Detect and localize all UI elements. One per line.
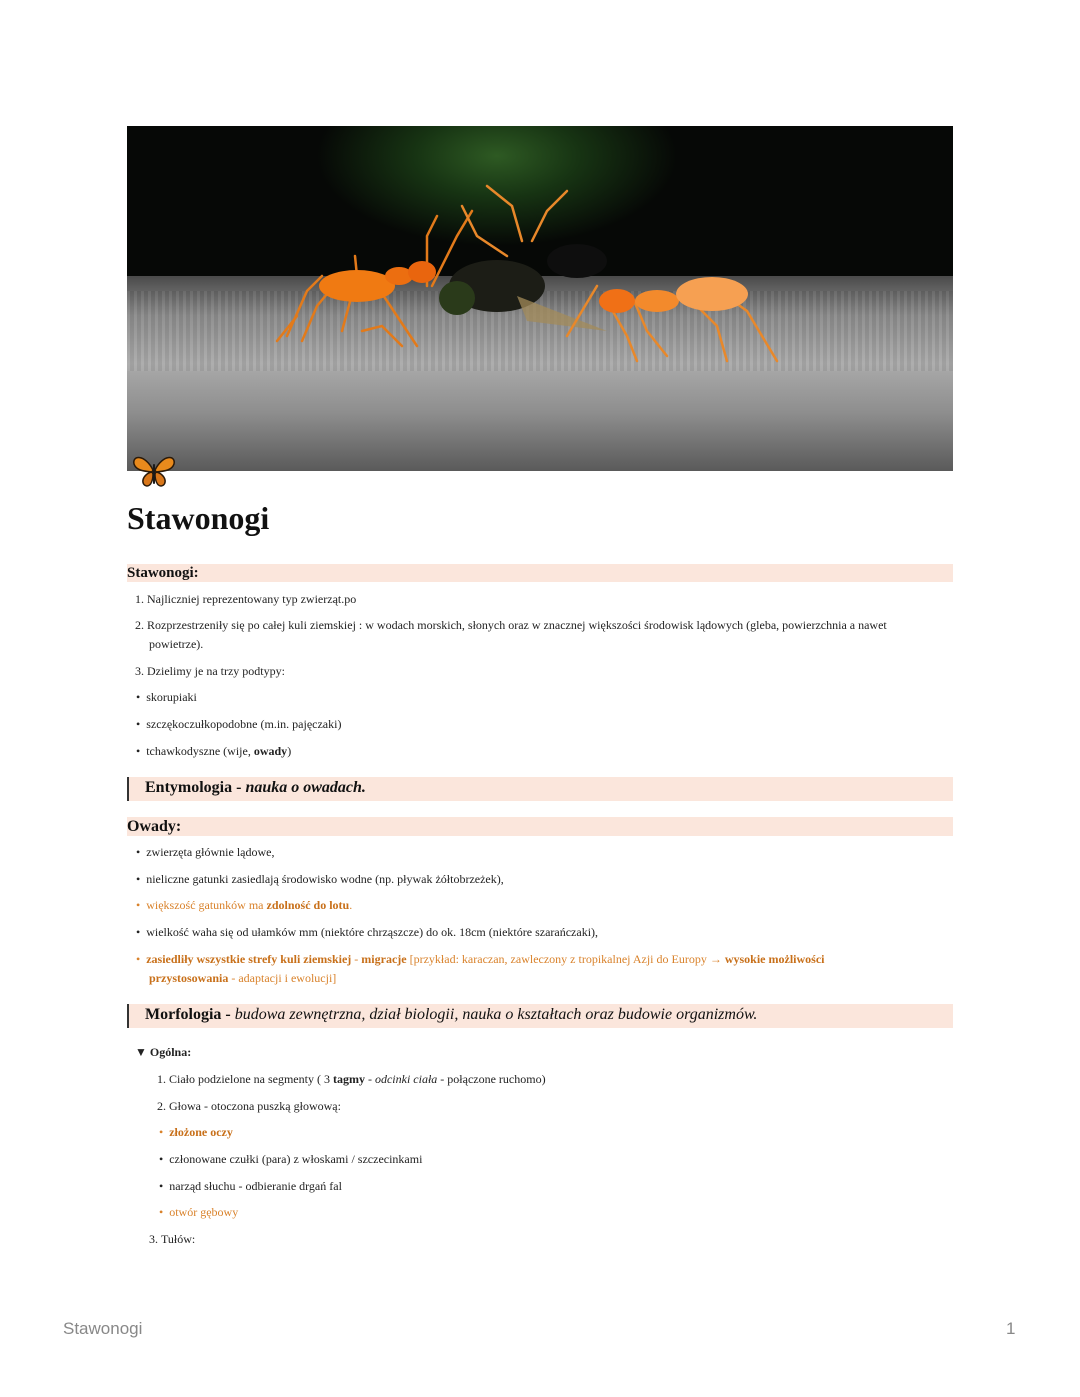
ant-abdomen (319, 270, 395, 302)
toggle-ogolna[interactable]: ▼ Ogólna: (135, 1045, 192, 1059)
list-item: 1. Ciało podzielone na segmenty ( 3 tagmy - odcinki ciała - połączone ruchomo) (157, 1072, 546, 1086)
ant-abdomen-right (676, 277, 748, 311)
footer-title: Stawonogi (63, 1319, 143, 1338)
bullet-item-highlight: • większość gatunków ma zdolność do lotu. (136, 898, 353, 912)
ants-illustration (127, 126, 953, 471)
bullet-item: • tchawkodyszne (wije, owady) (136, 744, 292, 758)
bullet-item: • wielkość waha się od ułamków mm (niektóre chrząszcze) do ok. 18cm (niektóre szarańczaki), (136, 925, 599, 939)
bullet-item-highlight: • zasiedliły wszystkie strefy kuli ziemskiej - migracje [przykład: karaczan, zawleczony z tropikalnej Azji do Europy → wysokie możliwości (136, 952, 825, 966)
callout-entymologia: Entymologia - nauka o owadach. (127, 777, 953, 801)
bullet-item: • członowane czułki (para) z włoskami / szczecinkami (159, 1152, 423, 1166)
bullet-item: • skorupiaki (136, 690, 197, 704)
bullet-item-highlight: • otwór gębowy (159, 1205, 239, 1219)
page (127, 126, 953, 1246)
bullet-item: • narząd słuchu - odbieranie drgań fal (159, 1179, 342, 1193)
list-item: 3. Dzielimy je na trzy podtypy: (135, 664, 285, 678)
bullet-item: • zwierzęta głównie lądowe, (136, 845, 275, 859)
cover-image (127, 126, 953, 471)
list-item-continuation: powietrze). (149, 637, 204, 651)
list-item: 2. Rozprzestrzeniły się po całej kuli ziemskiej : w wodach morskich, słonych oraz w znacznej większości środowisk lądowych (gleba, powierzchnia a nawet (135, 618, 887, 632)
page-title: Stawonogi (127, 500, 270, 536)
triangle-down-icon[interactable]: ▼ (135, 1045, 150, 1059)
section-heading-owady: Owady: (127, 817, 953, 836)
list-item: 3. Tułów: (149, 1232, 196, 1246)
callout-morfologia: Morfologia - budowa zewnętrzna, dział biologii, nauka o kształtach oraz budowie organizmów. (127, 1004, 953, 1028)
bullet-item-continuation: przystosowania - adaptacji i ewolucji] (149, 971, 337, 985)
bullet-item-highlight: • złożone oczy (159, 1125, 233, 1139)
list-item: 2. Głowa - otoczona puszką głowową: (157, 1099, 341, 1113)
list-item: 1. Najliczniej reprezentowany typ zwierząt.po (135, 592, 357, 606)
page-number: 1 (1006, 1319, 1016, 1338)
butterfly-icon (130, 452, 178, 490)
section-heading-stawonogi: Stawonogi: (127, 564, 953, 582)
bullet-item: • szczękoczułkopodobne (m.in. pajęczaki) (136, 717, 342, 731)
bullet-item: • nieliczne gatunki zasiedlają środowisko wodne (np. pływak żółtobrzeżek), (136, 872, 504, 886)
